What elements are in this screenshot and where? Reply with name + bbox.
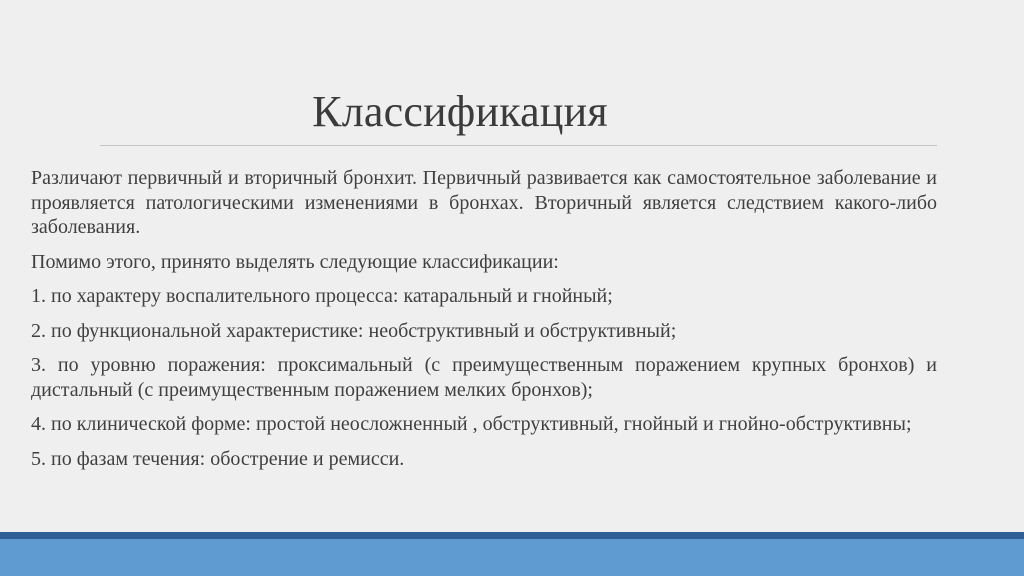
list-item-5: 5. по фазам течения: обострение и ремисси. [31,447,405,470]
footer-band-dark [0,532,1024,539]
list-item-1: 1. по характеру воспалительного процесса: катаральный и гнойный; [31,285,613,307]
title-divider [100,145,937,146]
paragraph-lead: Помимо этого, принято выделять следующие классификации: [31,250,559,273]
paragraph-intro: Различают первичный и вторичный бронхит. Первичный развивается как самостоятельное заболевание и проявляется патологическими изменениями в бронхах. Вторичный является следствием какого-либо заболевания. [31,167,937,238]
list-item-2: 2. по функциональной характеристике: необструктивный и обструктивный; [31,319,677,342]
footer-band [0,539,1024,576]
list-item-4: 4. по клинической форме: простой неосложненный , обструктивный, гнойный и гнойно-обструктивны; [31,413,912,435]
list-item-3: 3. по уровню поражения: проксимальный (с преимущественным поражением крупных бронхов) и дистальный (с преимущественным поражением мелких бронхов); [31,354,937,401]
slide-title: Классификация [312,87,608,136]
slide-body [31,166,937,471]
